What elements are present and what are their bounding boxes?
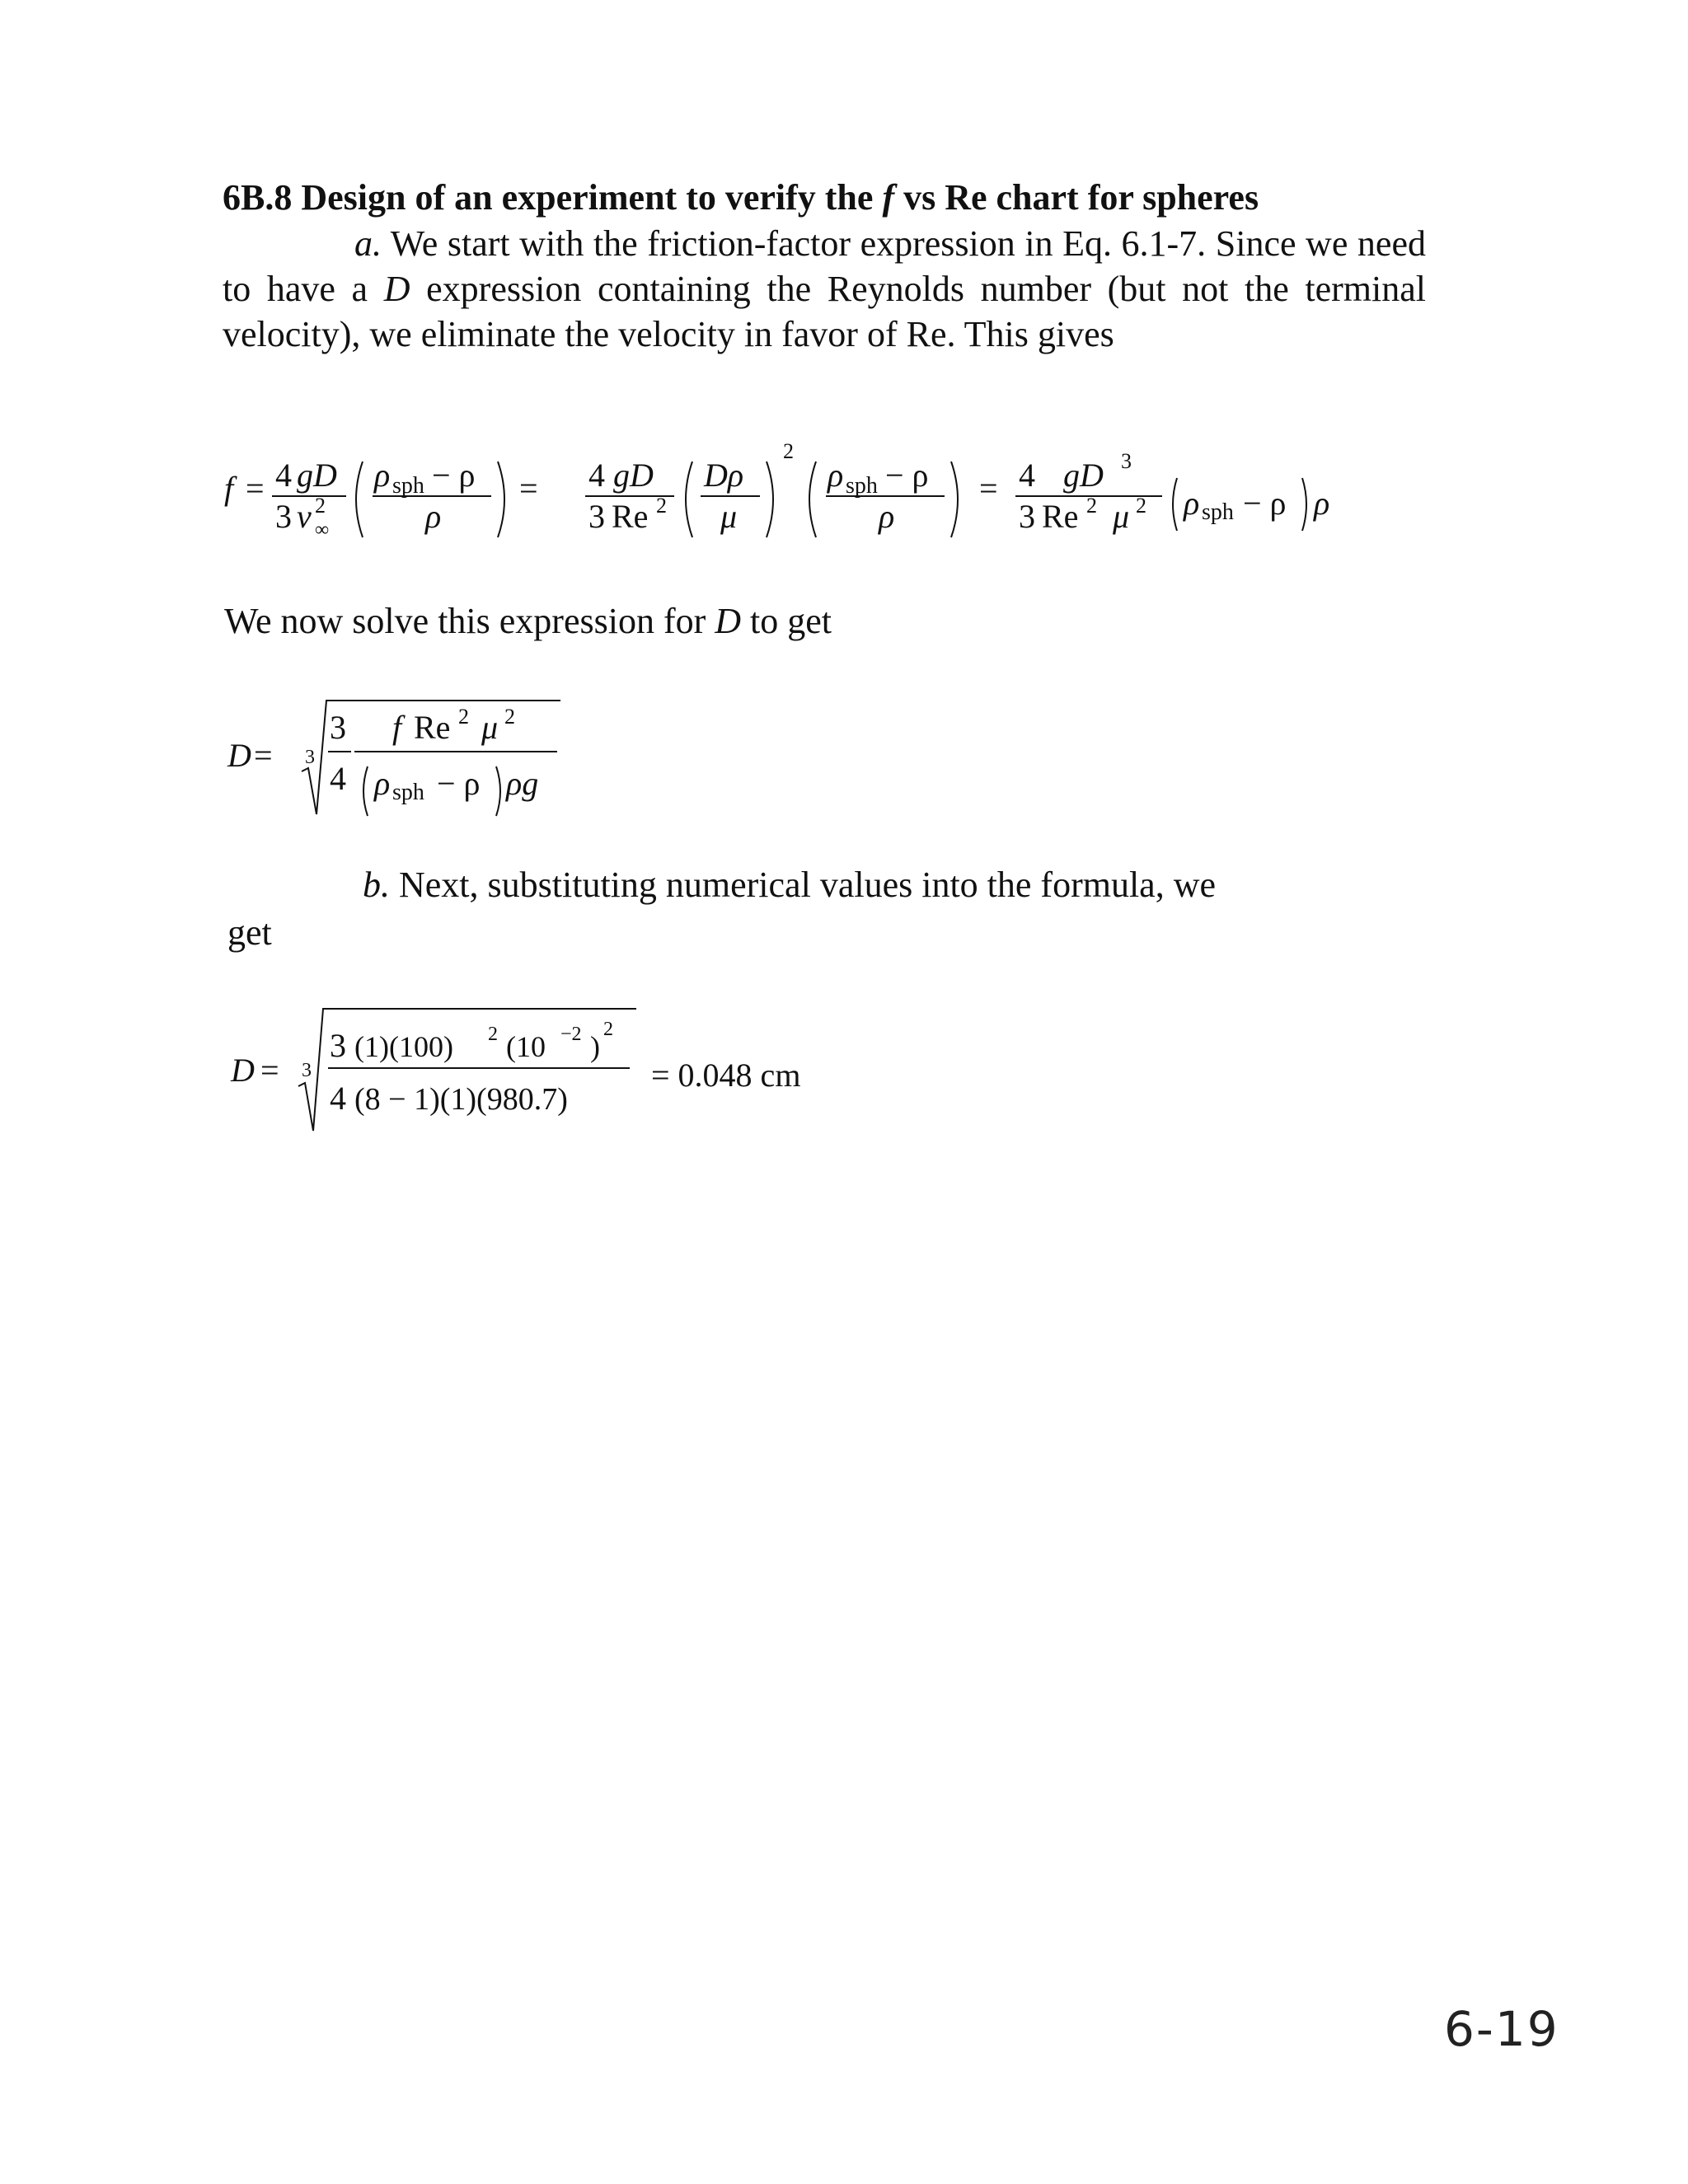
- mu-sq-3: 2: [1136, 494, 1146, 518]
- rho-g-den: ρg: [506, 765, 539, 802]
- solve-sentence: [224, 598, 832, 644]
- coef-num-3: 4: [1019, 457, 1035, 494]
- num-expr-2: (10: [506, 1030, 546, 1063]
- re-sq-num: 2: [458, 705, 469, 729]
- num-coef-num: 3: [330, 1027, 346, 1064]
- rho-sph-3: ρ: [1184, 485, 1200, 522]
- v-term: v: [297, 498, 312, 535]
- v-inf: ∞: [315, 519, 330, 541]
- part-a-label: a.: [354, 223, 382, 264]
- gD-cube: 3: [1121, 449, 1132, 473]
- den-coef-num: 4: [330, 1080, 346, 1117]
- solve-text-2: to get: [750, 601, 832, 641]
- minus-rho-3: − ρ: [1243, 485, 1287, 522]
- rho-sph-1: ρ: [374, 457, 391, 494]
- rho-tail-3: ρ: [1314, 485, 1330, 522]
- D-lhs-num: D: [231, 1052, 255, 1089]
- v-sq: 2: [315, 494, 326, 518]
- D-rho: Dρ: [704, 457, 744, 494]
- re-term-3: Re: [1042, 498, 1079, 535]
- paren-sq: 2: [783, 439, 794, 463]
- mu-num: μ: [481, 709, 499, 746]
- num-sq-1: 2: [488, 1024, 498, 1045]
- minus-rho-2: − ρ: [885, 457, 929, 494]
- eq-f: f: [224, 470, 234, 507]
- num-coef: 3: [330, 709, 346, 746]
- eq-equals-3: =: [979, 470, 998, 507]
- solve-var-D: D: [715, 601, 742, 641]
- re-sq: 2: [656, 494, 667, 518]
- rho-den-1: ρ: [425, 498, 442, 535]
- sph-sub-1: sph: [392, 473, 424, 499]
- re-term: Re: [612, 498, 649, 535]
- num-sq-2: 2: [603, 1019, 613, 1040]
- page-number: 6-19: [1444, 2001, 1559, 2057]
- f-num: f: [392, 709, 402, 746]
- mu-sq-num: 2: [504, 705, 515, 729]
- part-a-var-D: D: [383, 269, 410, 309]
- rho-den-2: ρ: [879, 498, 895, 535]
- re-sq-3: 2: [1086, 494, 1097, 518]
- coef-den-3: 3: [1019, 498, 1035, 535]
- numerical-result: = 0.048 cm: [651, 1057, 801, 1094]
- coef-den-2: 3: [588, 498, 605, 535]
- root-index: 3: [305, 747, 315, 768]
- part-b-label: b.: [363, 865, 390, 905]
- mu-den: μ: [720, 498, 738, 535]
- sph-sub-2: sph: [846, 473, 878, 499]
- part-b-continuation: get: [227, 912, 272, 953]
- minus-rho-den: − ρ: [437, 765, 481, 802]
- part-b-paragraph: [363, 862, 1426, 908]
- mu-term-3: μ: [1113, 498, 1130, 535]
- coef-num: 4: [275, 457, 292, 494]
- solve-text-1: We now solve this expression for: [224, 601, 706, 641]
- heading-var-f: f: [882, 177, 895, 218]
- re-num: Re: [414, 709, 451, 746]
- D-lhs: D: [227, 737, 251, 774]
- D-equals: =: [254, 737, 273, 774]
- rho-sph-den: ρ: [374, 765, 391, 802]
- gD-term-2: gD: [613, 457, 654, 494]
- part-a-text-2: expression containing the Reynolds number (but not the terminal velocity), we eliminate the velocity in favor of Re. This gives: [223, 269, 1427, 354]
- num-exp: −2: [560, 1024, 582, 1045]
- diameter-equation: [227, 701, 560, 816]
- sph-den: sph: [392, 780, 424, 805]
- friction-factor-equation: [224, 439, 1329, 541]
- gD-term: gD: [297, 457, 337, 494]
- numerical-equation: [230, 1009, 800, 1131]
- part-a-text-1: We start with the friction-factor expression in Eq. 6.1-7. Since we need to have a: [223, 223, 1426, 309]
- minus-rho-1: − ρ: [432, 457, 476, 494]
- den-coef: 4: [330, 760, 346, 797]
- part-b-text: Next, substituting numerical values into the formula, we: [399, 865, 1217, 905]
- D-equals-num: =: [260, 1052, 279, 1089]
- eq-equals: =: [246, 470, 265, 507]
- gD3-term: gD: [1063, 457, 1104, 494]
- coef-num-2: 4: [588, 457, 605, 494]
- rho-sph-2: ρ: [828, 457, 844, 494]
- eq-equals-2: =: [519, 470, 538, 507]
- num-expr-1: (1)(100): [354, 1030, 453, 1063]
- sph-sub-3: sph: [1202, 499, 1234, 525]
- den-expr-num: (8 − 1)(1)(980.7): [354, 1082, 568, 1117]
- root-index-num: 3: [302, 1060, 312, 1081]
- problem-number: 6B.8: [223, 177, 293, 218]
- heading-text-1: Design of an experiment to verify the: [301, 177, 874, 218]
- num-expr-3: ): [590, 1030, 600, 1063]
- heading-text-2: vs Re chart for spheres: [903, 177, 1259, 218]
- coef-den: 3: [275, 498, 292, 535]
